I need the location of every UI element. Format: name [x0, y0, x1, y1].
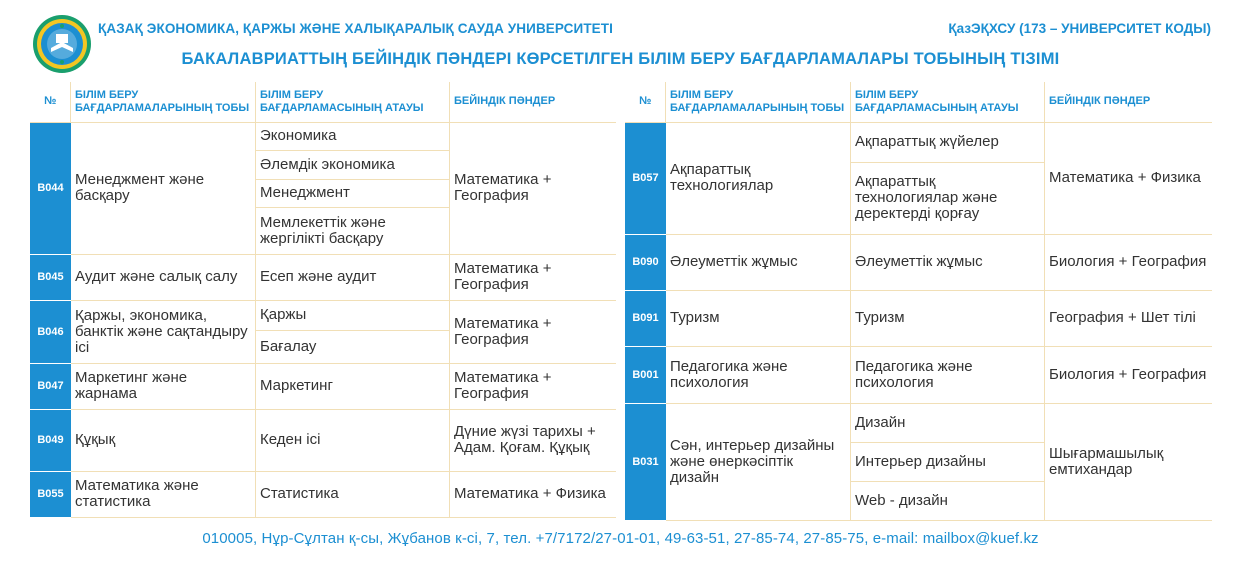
program-name: Мемлекеттік және жергілікті басқару — [256, 207, 450, 254]
program-name: Кеден ісі — [256, 409, 450, 471]
profile-subjects: География + Шет тілі — [1045, 290, 1212, 346]
profile-subjects: Математика + География — [450, 254, 616, 300]
column-header-num: № — [31, 82, 71, 122]
program-name: Бағалау — [256, 330, 450, 363]
group-name: Сән, интерьер дизайны және өнеркәсіптік дизайн — [666, 403, 851, 520]
program-name: Интерьер дизайны — [851, 442, 1045, 481]
group-code: B044 — [31, 122, 71, 254]
profile-subjects: Математика + Физика — [1045, 122, 1212, 234]
program-name: Әлемдік экономика — [256, 150, 450, 179]
group-name: Менеджмент және басқару — [71, 122, 256, 254]
program-name: Туризм — [851, 290, 1045, 346]
program-name: Статистика — [256, 471, 450, 517]
program-name: Әлеуметтік жұмыс — [851, 234, 1045, 290]
column-header-group: БІЛІМ БЕРУ БАҒДАРЛАМАЛАРЫНЫҢ ТОБЫ — [71, 82, 256, 122]
profile-subjects: Дүние жүзі тарихы + Адам. Қоғам. Құқық — [450, 409, 616, 471]
profile-subjects: Биология + География — [1045, 346, 1212, 403]
profile-subjects: Биология + География — [1045, 234, 1212, 290]
group-name: Қаржы, экономика, банктік және сақтандыру ісі — [71, 300, 256, 363]
group-name: Құқық — [71, 409, 256, 471]
program-name: Есеп және аудит — [256, 254, 450, 300]
group-code: B049 — [31, 409, 71, 471]
group-code: B091 — [626, 290, 666, 346]
programs-table-right — [625, 82, 1212, 521]
column-header-group: БІЛІМ БЕРУ БАҒДАРЛАМАЛАРЫНЫҢ ТОБЫ — [666, 82, 851, 122]
column-header-program: БІЛІМ БЕРУ БАҒДАРЛАМАСЫНЫҢ АТАУЫ — [256, 82, 450, 122]
program-name: Web - дизайн — [851, 481, 1045, 520]
program-name: Экономика — [256, 122, 450, 150]
group-code: B057 — [626, 122, 666, 234]
program-name: Қаржы — [256, 300, 450, 330]
profile-subjects: Математика + География — [450, 122, 616, 254]
group-name: Аудит және салық салу — [71, 254, 256, 300]
program-name: Педагогика және психология — [851, 346, 1045, 403]
profile-subjects: Математика + География — [450, 363, 616, 409]
column-header-program: БІЛІМ БЕРУ БАҒДАРЛАМАСЫНЫҢ АТАУЫ — [851, 82, 1045, 122]
program-name: Ақпараттық технологиялар және деректерді қорғау — [851, 162, 1045, 234]
group-name: Әлеуметтік жұмыс — [666, 234, 851, 290]
page-title: БАКАЛАВРИАТТЫҢ БЕЙІНДІК ПӘНДЕРІ КӨРСЕТІЛГЕН БІЛІМ БЕРУ БАҒДАРЛАМАЛАРЫ ТОБЫНЫҢ ТІЗІМІ — [181, 50, 1060, 68]
group-name: Туризм — [666, 290, 851, 346]
group-code: B031 — [626, 403, 666, 520]
group-name: Математика және статистика — [71, 471, 256, 517]
profile-subjects: Математика + Физика — [450, 471, 616, 517]
university-code: ҚазЭҚХСУ (173 – УНИВЕРСИТЕТ КОДЫ) — [948, 21, 1211, 36]
profile-subjects: Математика + География — [450, 300, 616, 363]
group-code: B090 — [626, 234, 666, 290]
program-name: Ақпараттық жүйелер — [851, 122, 1045, 162]
group-code: B001 — [626, 346, 666, 403]
column-header-subjects: БЕЙІНДІК ПӘНДЕР — [450, 82, 616, 122]
group-code: B045 — [31, 254, 71, 300]
program-name: Менеджмент — [256, 179, 450, 207]
contact-footer: 010005, Нұр-Сұлтан қ-сы, Жұбанов к-сі, 7, тел. +7/7172/27-01-01, 49-63-51, 27-85-74, 27-85-75, e-mail: mailbox@kuef.kz — [202, 530, 1039, 547]
profile-subjects: Шығармашылық емтихандар — [1045, 403, 1212, 520]
university-name: ҚАЗАҚ ЭКОНОМИКА, ҚАРЖЫ ЖӘНЕ ХАЛЫҚАРАЛЫҚ САУДА УНИВЕРСИТЕТІ — [98, 21, 613, 36]
programs-table-left — [30, 82, 616, 518]
column-header-num: № — [626, 82, 666, 122]
group-code: B046 — [31, 300, 71, 363]
group-code: B047 — [31, 363, 71, 409]
group-name: Маркетинг және жарнама — [71, 363, 256, 409]
column-header-subjects: БЕЙІНДІК ПӘНДЕР — [1045, 82, 1212, 122]
program-name: Маркетинг — [256, 363, 450, 409]
group-code: B055 — [31, 471, 71, 517]
program-name: Дизайн — [851, 403, 1045, 442]
group-name: Педагогика және психология — [666, 346, 851, 403]
group-name: Ақпараттық технологиялар — [666, 122, 851, 234]
